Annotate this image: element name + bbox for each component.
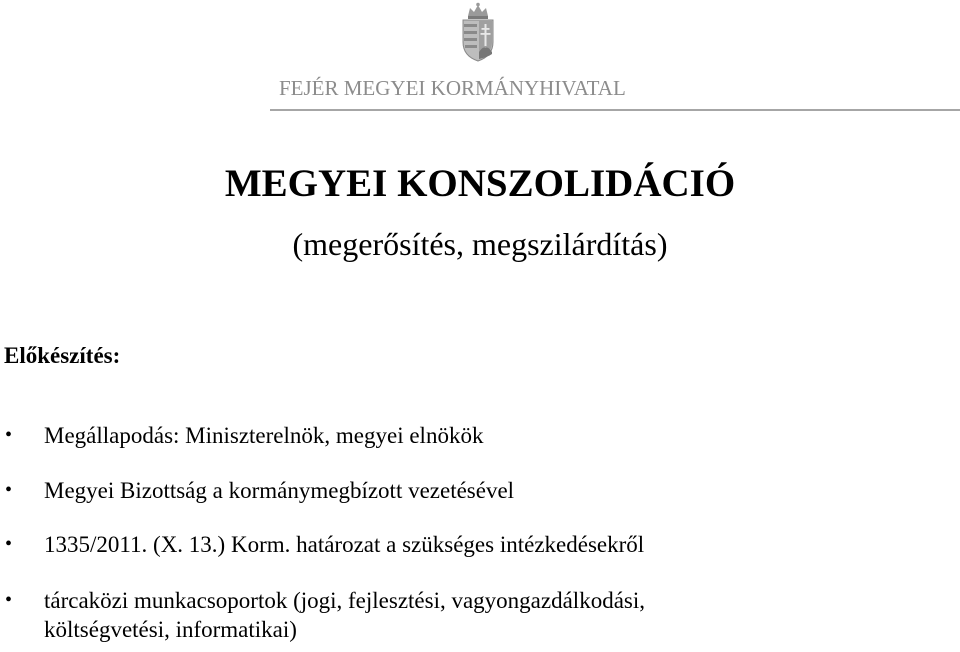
bullet-icon: • [5, 479, 13, 501]
hungarian-coat-of-arms-icon [458, 2, 498, 62]
list-item-text-line-1: tárcaközi munkacsoportok (jogi, fejlesztési, vagyongazdálkodási, [44, 588, 645, 613]
page-subtitle: (megerősítés, megszilárdítás) [292, 226, 668, 262]
list-item-text: 1335/2011. (X. 13.) Korm. határozat a szükséges intézkedésekről [44, 532, 645, 557]
list-item-text [44, 586, 645, 644]
page-title: MEGYEI KONSZOLIDÁCIÓ [224, 162, 736, 205]
header-divider [270, 109, 960, 111]
list-item-text: Megyei Bizottság a kormánymegbízott vezetésével [44, 478, 515, 503]
list-item-text-line-2: költségvetési, informatikai) [44, 617, 297, 642]
bullet-icon: • [5, 533, 13, 555]
list-item-text: Megállapodás: Miniszterelnök, megyei elnökök [44, 423, 484, 448]
bullet-icon: • [5, 424, 13, 446]
organization-name: FEJÉR MEGYEI KORMÁNYHIVATAL [279, 76, 626, 100]
preparation-heading: Előkészítés: [4, 343, 121, 368]
bullet-icon: • [5, 589, 13, 611]
